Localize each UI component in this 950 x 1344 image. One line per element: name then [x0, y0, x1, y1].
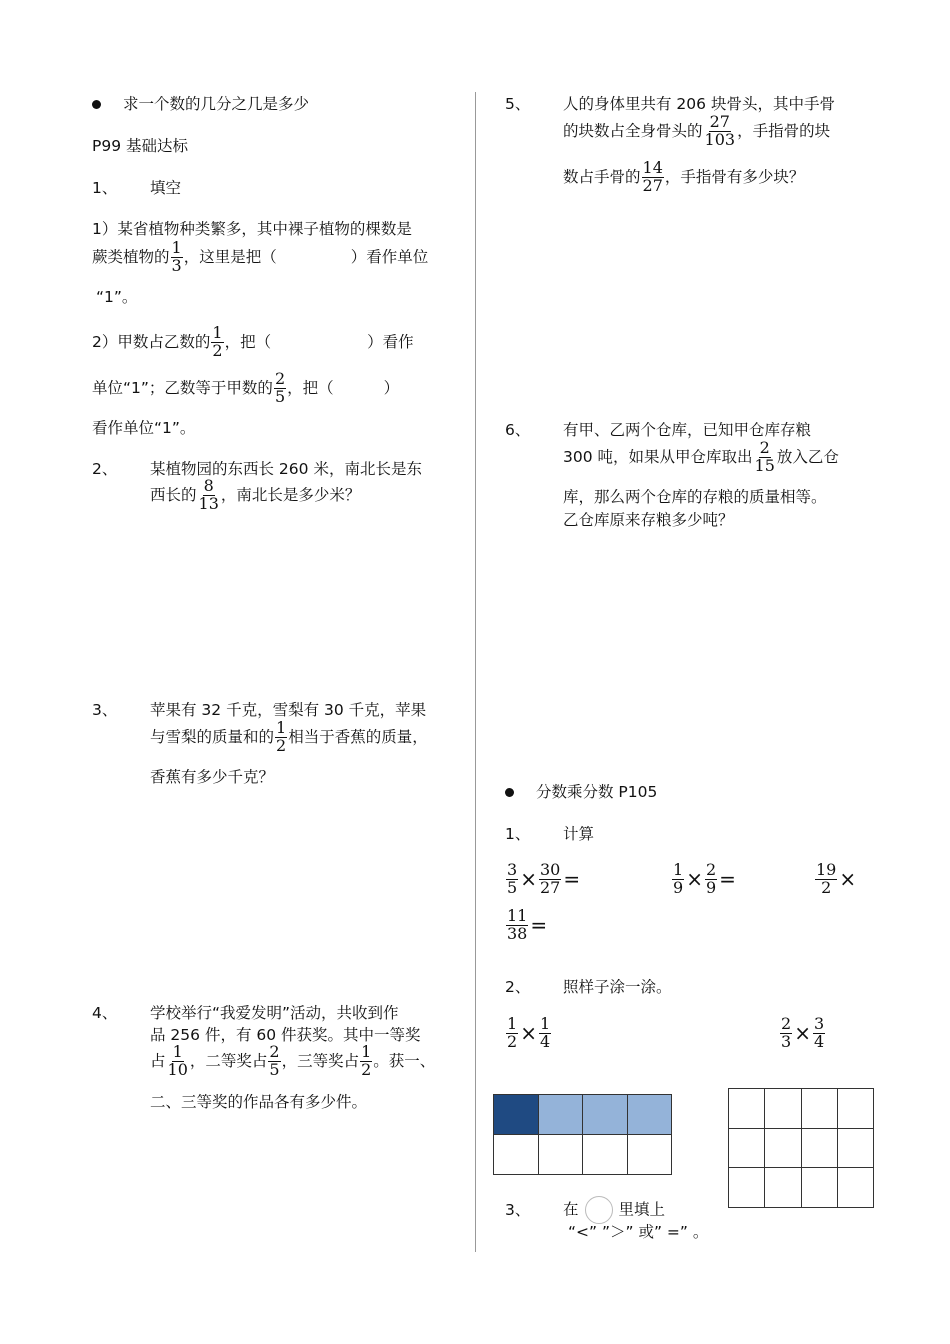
- question-title: 照样子涂一涂。: [563, 978, 672, 996]
- q1a-line2: [92, 240, 428, 275]
- grid-cell[interactable]: [765, 1129, 801, 1169]
- numerator: 14: [642, 158, 663, 177]
- times-sign: ×: [520, 1021, 537, 1046]
- q4-line4: 二、三等奖的作品各有多少件。: [150, 1093, 368, 1111]
- grid-cell[interactable]: [802, 1089, 838, 1129]
- grid-cell-shaded-light: [539, 1095, 584, 1135]
- grid-cell[interactable]: [802, 1129, 838, 1169]
- fraction: [360, 1044, 372, 1079]
- denominator: 5: [269, 1059, 280, 1079]
- section-title: 求一个数的几分之几是多少: [123, 95, 310, 113]
- fraction: [211, 325, 223, 360]
- question-2: [92, 457, 422, 479]
- denominator: 103: [704, 129, 736, 149]
- q6-line2: [563, 440, 839, 475]
- times-sign: ×: [839, 867, 857, 892]
- question-3: [92, 698, 426, 720]
- column-divider: [475, 92, 476, 1252]
- fraction: [813, 1016, 825, 1051]
- denominator: 2: [276, 735, 287, 755]
- text: 的块数占全身骨头的: [563, 121, 703, 140]
- calc-expression-3-part1: [814, 862, 857, 897]
- question-number: 3、: [505, 1200, 531, 1219]
- text: 占: [150, 1051, 166, 1070]
- grid-cell[interactable]: [729, 1089, 765, 1129]
- q4-line2: 品 256 件，有 60 件获奖。其中一等奖: [150, 1026, 421, 1044]
- question-text: 有甲、乙两个仓库，已知甲仓库存粮: [563, 421, 812, 439]
- q1b-line1: [92, 325, 414, 360]
- grid-cell-shaded-dark: [494, 1095, 539, 1135]
- question-number: 1、: [505, 825, 531, 843]
- q6-line3: 库，那么两个仓库的存粮的质量相等。: [563, 488, 827, 506]
- equals-sign: =: [563, 867, 581, 892]
- fraction: [506, 862, 518, 897]
- grid-cell: [583, 1135, 628, 1175]
- fraction: [167, 1044, 189, 1079]
- denominator: 27: [539, 877, 561, 897]
- numerator: 2: [274, 369, 286, 388]
- question-text: 学校举行“我爱发明”活动，共收到作: [150, 1004, 399, 1022]
- denominator: 2: [821, 877, 832, 897]
- denominator: 3: [781, 1031, 792, 1051]
- grid-cell: [539, 1135, 584, 1175]
- fraction: [506, 1016, 518, 1051]
- text: ，手指骨的块: [737, 121, 831, 140]
- text: 里填上: [618, 1200, 666, 1219]
- text: ，把（: [224, 332, 272, 351]
- denominator: 9: [673, 877, 684, 897]
- numerator: 19: [816, 860, 837, 879]
- section2-heading: [505, 780, 657, 802]
- fraction: [274, 371, 286, 406]
- bullet-icon: [505, 788, 514, 797]
- s2-question-1: [505, 822, 594, 844]
- denominator: 27: [642, 175, 663, 195]
- text: 相当于香蕉的质量，: [288, 727, 428, 746]
- fraction: [268, 1044, 280, 1079]
- numerator: 1: [673, 860, 684, 879]
- text: ，手指骨有多少块？: [664, 167, 805, 186]
- numerator: 1: [539, 1014, 551, 1033]
- numerator: 30: [539, 860, 561, 879]
- times-sign: ×: [686, 867, 703, 892]
- grid-cell-shaded-light: [628, 1095, 673, 1135]
- grid-cell[interactable]: [765, 1168, 801, 1208]
- grid-cell[interactable]: [838, 1129, 874, 1169]
- numerator: 8: [203, 476, 214, 495]
- grid-cell[interactable]: [838, 1089, 874, 1129]
- text: ，三等奖占: [281, 1051, 360, 1070]
- equals-sign: =: [530, 913, 548, 938]
- fraction: [754, 440, 776, 475]
- s2q3-line2: “<” ”＞” 或” =” 。: [568, 1223, 709, 1241]
- numerator: 27: [709, 112, 730, 131]
- q1a-line3: “1”。: [96, 288, 138, 306]
- q5-line2: [563, 114, 830, 149]
- numerator: 1: [507, 1014, 518, 1033]
- denominator: 5: [274, 386, 286, 406]
- fraction: [506, 908, 528, 943]
- question-text: 苹果有 32 千克，雪梨有 30 千克，苹果: [150, 701, 427, 719]
- question-number: 1、: [92, 179, 118, 197]
- text: 300 吨，如果从甲仓库取出: [563, 447, 753, 466]
- q1b-line2: [92, 371, 399, 406]
- question-title: 填空: [150, 179, 182, 197]
- page-reference: P99 基础达标: [92, 137, 188, 155]
- shading-grid-example: [493, 1094, 672, 1175]
- text: ）看作单位: [350, 247, 429, 266]
- numerator: 1: [212, 323, 223, 342]
- question-4: [92, 1001, 399, 1023]
- q5-line3: [563, 160, 804, 195]
- numerator: 2: [269, 1042, 280, 1061]
- numerator: 1: [172, 1042, 183, 1061]
- grid-cell: [494, 1135, 539, 1175]
- text: ，把（: [287, 378, 334, 397]
- numerator: 2: [705, 860, 717, 879]
- grid-cell-shaded-light: [583, 1095, 628, 1135]
- equals-sign: =: [719, 867, 736, 892]
- text: 与雪梨的质量和的: [150, 727, 275, 746]
- denominator: 5: [507, 877, 518, 897]
- section-title: 分数乘分数 P105: [536, 783, 658, 801]
- numerator: 1: [276, 718, 287, 737]
- numerator: 1: [361, 1042, 372, 1061]
- fraction: [672, 862, 684, 897]
- fraction: [780, 1016, 792, 1051]
- shading-grid-blank[interactable]: [728, 1088, 874, 1208]
- calc-expression-3-part2: [505, 908, 548, 943]
- fraction: [815, 862, 837, 897]
- numerator: 11: [507, 906, 528, 925]
- question-text: 某植物园的东西长 260 米，南北长是东: [150, 460, 422, 478]
- fraction: [539, 1016, 551, 1051]
- q3-line2: [150, 720, 428, 755]
- q6-line4: 乙仓库原来存粮多少吨？: [563, 511, 734, 529]
- example-expression-1: [505, 1016, 552, 1051]
- question-text: 人的身体里共有 206 块骨头，其中手骨: [563, 95, 835, 113]
- q1b-line3: 看作单位“1”。: [92, 419, 196, 437]
- numerator: 2: [759, 438, 770, 457]
- denominator: 38: [507, 923, 528, 943]
- numerator: 2: [781, 1014, 792, 1033]
- example-expression-2: [779, 1016, 826, 1051]
- question-number: 6、: [505, 421, 531, 439]
- times-sign: ×: [794, 1021, 811, 1046]
- text: ，二等奖占: [189, 1051, 268, 1070]
- text: 。获一、: [373, 1051, 436, 1070]
- fraction: [704, 114, 737, 149]
- calc-expression-1: [505, 862, 581, 897]
- question-6: [505, 418, 811, 440]
- denominator: 2: [507, 1031, 518, 1051]
- question-title: 计算: [563, 825, 595, 843]
- text: 单位“1”；乙数等于甲数的: [92, 378, 273, 397]
- grid-cell: [628, 1135, 673, 1175]
- text: 放入乙仓: [776, 447, 839, 466]
- q3-line3: 香蕉有多少千克？: [150, 768, 275, 786]
- bullet-icon: [92, 100, 101, 109]
- text: ）: [383, 378, 400, 397]
- question-1: [92, 176, 181, 198]
- denominator: 2: [212, 340, 223, 360]
- question-5: [505, 92, 835, 114]
- q1a-line1: 1）某省植物种类繁多，其中裸子植物的棵数是: [92, 220, 412, 238]
- fraction: [275, 720, 287, 755]
- denominator: 2: [361, 1059, 372, 1079]
- numerator: 1: [171, 238, 182, 257]
- question-number: 2、: [92, 460, 118, 478]
- times-sign: ×: [520, 867, 537, 892]
- fraction: [642, 160, 664, 195]
- text: 2）甲数占乙数的: [92, 332, 211, 351]
- question-number: 3、: [92, 701, 118, 719]
- denominator: 4: [539, 1031, 551, 1051]
- grid-cell[interactable]: [729, 1168, 765, 1208]
- numerator: 3: [813, 1014, 825, 1033]
- fraction: [198, 478, 220, 513]
- denominator: 9: [705, 877, 717, 897]
- section-heading: [92, 92, 309, 114]
- grid-cell[interactable]: [765, 1089, 801, 1129]
- grid-cell[interactable]: [729, 1129, 765, 1169]
- question-number: 2、: [505, 978, 531, 996]
- numerator: 3: [507, 860, 518, 879]
- calc-expression-2: [671, 862, 737, 897]
- q4-line3: [150, 1044, 435, 1079]
- question-number: 4、: [92, 1004, 118, 1022]
- text: ）看作: [367, 332, 414, 351]
- grid-cell[interactable]: [838, 1168, 874, 1208]
- text: 西长的: [150, 485, 197, 504]
- denominator: 3: [171, 255, 182, 275]
- denominator: 15: [754, 455, 775, 475]
- text: ，南北长是多少米？: [220, 485, 361, 504]
- text: 蕨类植物的: [92, 247, 170, 266]
- s2-question-2: [505, 975, 672, 997]
- denominator: 10: [167, 1059, 188, 1079]
- q2-line2: [150, 478, 360, 513]
- question-number: 5、: [505, 95, 531, 113]
- grid-cell[interactable]: [802, 1168, 838, 1208]
- text: ，这里是把（: [183, 247, 277, 266]
- denominator: 4: [813, 1031, 825, 1051]
- text: 在: [563, 1200, 579, 1219]
- denominator: 13: [198, 493, 219, 513]
- fraction: [539, 862, 561, 897]
- text: 数占手骨的: [563, 167, 641, 186]
- fraction: [171, 240, 183, 275]
- fraction: [705, 862, 717, 897]
